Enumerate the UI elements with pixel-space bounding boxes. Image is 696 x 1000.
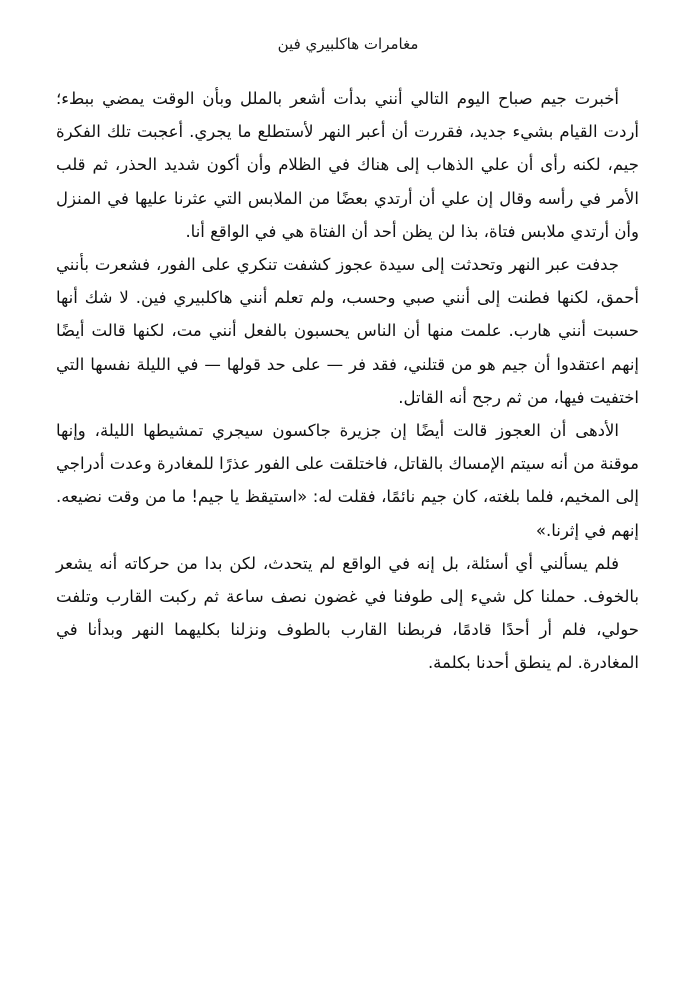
paragraph-1: أخبرت جيم صباح اليوم التالي أنني بدأت أشعر بالملل وبأن الوقت يمضي ببطء؛ أردت القيام بشيء جديد، فقررت أن أعبر النهر لأستطلع ما يجري. أعجبت تلك الفكرة جيم، لكنه رأى أن علي الذهاب إلى هناك في الظلام وأن أكون شديد الحذر، ثم قلب الأمر في رأسه وقال إن علي أن أرتدي بعضًا من الملابس التي عثرنا عليها في المنزل وأن أرتدي ملابس فتاة، بذا لن يظن أحد أن الفتاة هي في الواقع أنا. [56, 89, 639, 241]
running-header-title: مغامرات هاكلبيري فين [277, 35, 419, 53]
paragraph-2: جدفت عبر النهر وتحدثت إلى سيدة عجوز كشفت تنكري على الفور، فشعرت بأنني أحمق، لكنها فطنت إلى أنني صبي وحسب، ولم تعلم أنني هاكلبيري فين. لا شك أنها حسبت أنني هارب. علمت منها أن الناس يحسبون بالفعل أنني مت، لكنها قالت أيضًا إنهم اعتقدوا أن جيم هو من قتلني، فقد فر — على حد قولها — في الليلة نفسها التي اختفيت فيها، من ثم رجح أنه القاتل. [56, 255, 639, 407]
paragraph-4: فلم يسألني أي أسئلة، بل إنه في الواقع لم يتحدث، لكن بدا من حركاته أنه يشعر بالخوف. حملنا كل شيء إلى طوفنا في غضون نصف ساعة ثم ركبت القارب وتلفت حولي، فلم أر أحدًا قادمًا، فربطنا القارب بالطوف ونزلنا بكليهما النهر وبدأنا في المغادرة. لم ينطق أحدنا بكلمة. [56, 553, 639, 673]
body-text [56, 82, 639, 680]
paragraph-3: الأدهى أن العجوز قالت أيضًا إن جزيرة جاكسون سيجري تمشيطها الليلة، وإنها موقنة من أنه سيتم الإمساك بالقاتل، فاختلقت على الفور عذرًا للمغادرة وعدت أدراجي إلى المخيم، فلما بلغته، كان جيم نائمًا، فقلت له: «استيقظ يا جيم! ما من وقت نضيعه. إنهم في إثرنا.» [56, 421, 639, 540]
